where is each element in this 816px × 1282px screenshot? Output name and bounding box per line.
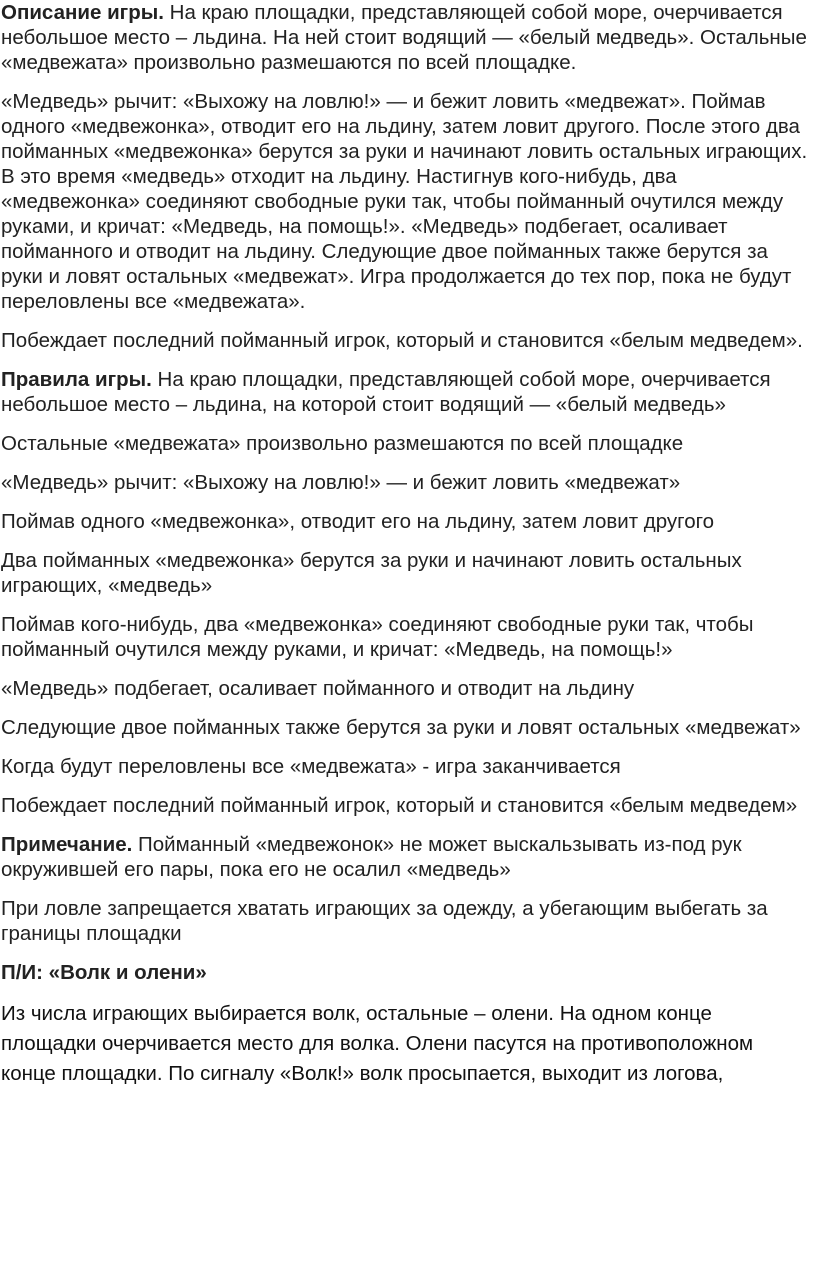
paragraph-wolf-and-deer: Из числа играющих выбирается волк, остальные – олени. На одном конце площадки очерчивается место для волка. Олени пасутся на противоположном конце площадки. По сигналу «Волк!» волк просыпается, выходит из логова, [1, 1002, 754, 1085]
heading-game-rules: Правила игры. [1, 368, 152, 391]
paragraph-game-process: «Медведь» рычит: «Выхожу на ловлю!» — и бежит ловить «медвежат». Поймав одного «медвежонка», отводит его на льдину, затем ловит другого. После этого два пойманных «медвежонка» берутся за руки и начинают ловить остальных играющих. В это время «медведь» отходит на льдину. Настигнув кого-нибудь, два «медвежонка» соединяют свободные руки так, чтобы пойманный очутился между руками, и кричат: «Медведь, на помощь!». «Медведь» подбегает, осаливает пойманного и отводит на льдину. Следующие двое пойманных также берутся за руки и ловят остальных «медвежат». Игра продолжается до тех пор, пока не будут переловлены все «медвежата». [1, 90, 808, 313]
rule-item: Поймав одного «медвежонка», отводит его на льдину, затем ловит другого [1, 510, 715, 533]
paragraph-winner: Побеждает последний пойманный игрок, который и становится «белым медведем». [1, 329, 803, 352]
rule-item: Когда будут переловлены все «медвежата» - игра заканчивается [1, 755, 621, 778]
heading-game-description: Описание игры. [1, 1, 164, 24]
paragraph-text: Пойманный «медвежонок» не может выскальзывать из-под рук окружившей его пары, пока его не осалил «медведь» [1, 833, 742, 881]
rule-item: «Медведь» подбегает, осаливает пойманного и отводит на льдину [1, 677, 635, 700]
heading-note: Примечание. [1, 833, 133, 856]
paragraph-note-restriction: При ловле запрещается хватать играющих за одежду, а убегающим выбегать за границы площадки [1, 897, 768, 945]
rule-item: Поймав кого-нибудь, два «медвежонка» соединяют свободные руки так, чтобы пойманный очутился между руками, и кричат: «Медведь, на помощь!» [1, 613, 754, 661]
rule-item: Побеждает последний пойманный игрок, который и становится «белым медведем» [1, 794, 798, 817]
rule-item: «Медведь» рычит: «Выхожу на ловлю!» — и бежит ловить «медвежат» [1, 471, 681, 494]
rule-item: Два пойманных «медвежонка» берутся за руки и начинают ловить остальных играющих, «медведь» [1, 549, 742, 597]
heading-wolf-and-deer: П/И: «Волк и олени» [1, 961, 207, 984]
paragraph-game-description [1, 0, 810, 75]
section-heading-wolf-and-deer [1, 960, 810, 985]
rule-item: Остальные «медвежата» произвольно размешаются по всей площадке [1, 432, 684, 455]
paragraph-note [1, 832, 810, 882]
paragraph-text: На краю площадки, представляющей собой море, очерчивается небольшое место – льдина. На ней стоит водящий — «белый медведь». Остальные «медвежата» произвольно размешаются по всей площадке. [1, 1, 807, 74]
rule-item: Следующие двое пойманных также берутся за руки и ловят остальных «медвежат» [1, 716, 801, 739]
paragraph-text: На краю площадки, представляющей собой море, очерчивается небольшое место – льдина, на которой стоит водящий — «белый медведь» [1, 368, 771, 416]
paragraph-game-rules [1, 367, 810, 417]
